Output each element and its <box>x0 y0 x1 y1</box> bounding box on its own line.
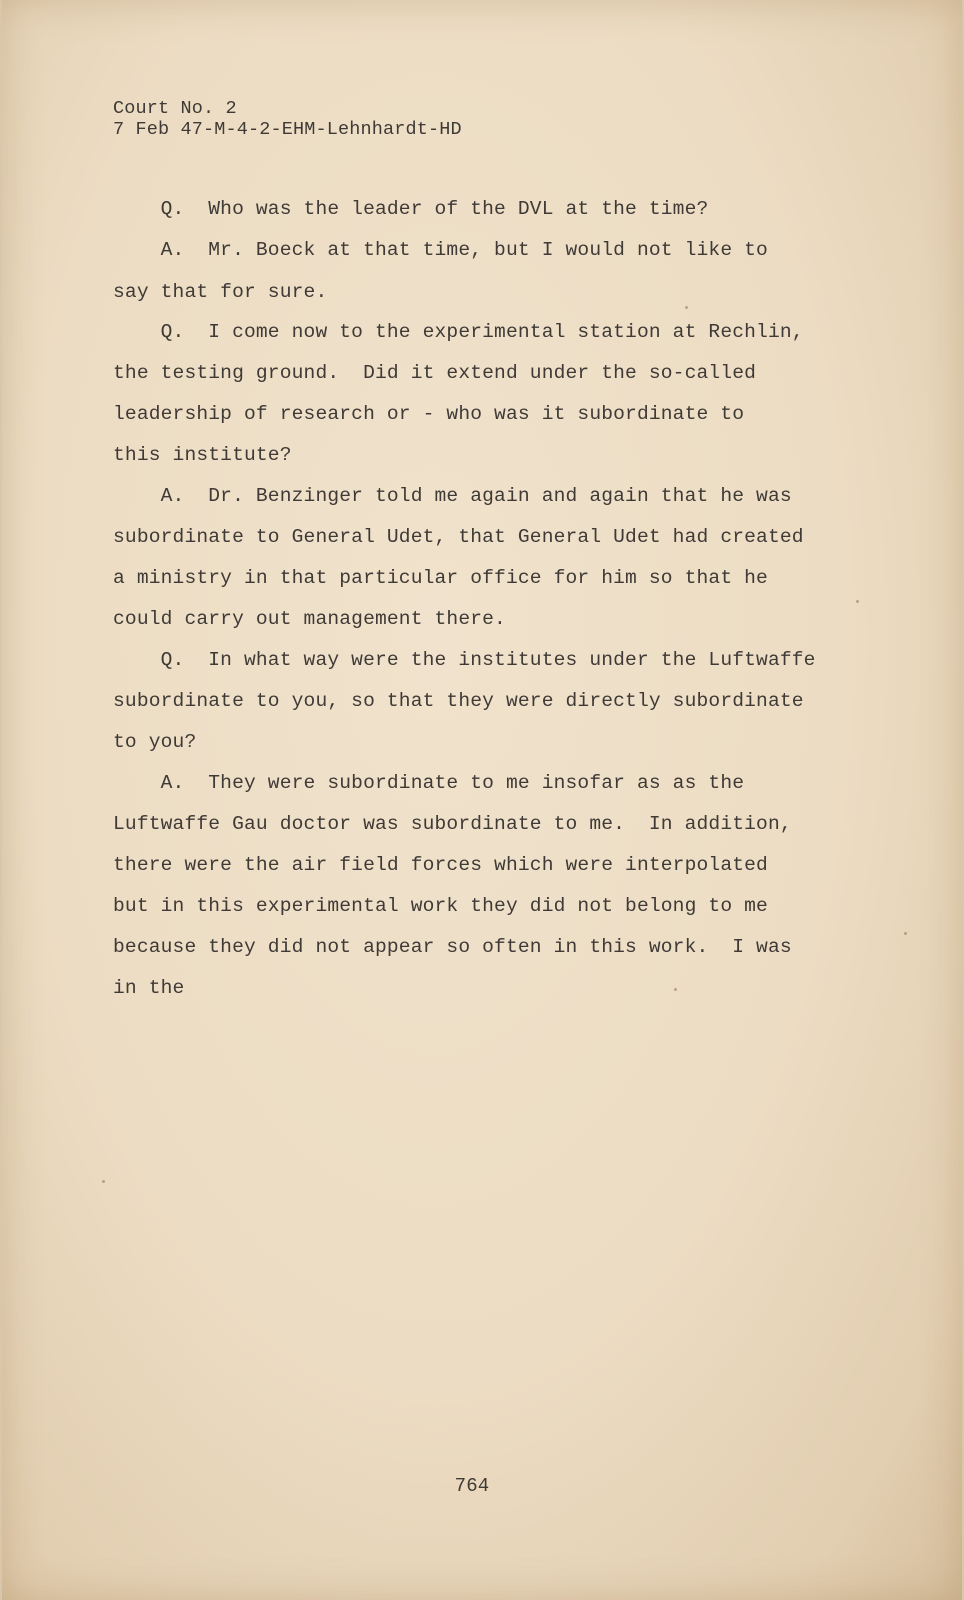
paper-speck <box>102 1180 105 1183</box>
transcript-line: Q. In what way were the institutes under the Luftwaffe <box>113 649 816 671</box>
transcript-line: A. Mr. Boeck at that time, but I would not like to <box>113 239 768 261</box>
transcript-line: say that for sure. <box>113 281 328 303</box>
court-number: Court No. 2 <box>113 98 237 119</box>
page-number: 764 <box>454 1475 490 1497</box>
transcript-line: A. Dr. Benzinger told me again and again that he was <box>113 485 792 507</box>
paper-speck <box>685 306 688 309</box>
transcript-line: could carry out management there. <box>113 608 506 630</box>
transcript-line: to you? <box>113 731 197 753</box>
transcript-line: Q. I come now to the experimental station at Rechlin, <box>113 321 804 343</box>
transcript-line: there were the air field forces which were interpolated <box>113 854 768 876</box>
transcript-line: A. They were subordinate to me insofar as as the <box>113 772 745 794</box>
transcript-line: Q. Who was the leader of the DVL at the time? <box>113 198 709 220</box>
transcript-line: subordinate to you, so that they were directly subordinate <box>113 690 804 712</box>
document-reference: 7 Feb 47-M-4-2-EHM-Lehnhardt-HD <box>113 119 462 140</box>
paper-speck <box>904 932 907 935</box>
paper-speck <box>674 988 677 991</box>
transcript-line: but in this experimental work they did not belong to me <box>113 895 768 917</box>
transcript-line: Luftwaffe Gau doctor was subordinate to me. In addition, <box>113 813 792 835</box>
document-page <box>2 0 962 1600</box>
transcript-line: in the <box>113 977 185 999</box>
transcript-line: leadership of research or - who was it subordinate to <box>113 403 745 425</box>
transcript-line: subordinate to General Udet, that General Udet had created <box>113 526 804 548</box>
transcript-line: a ministry in that particular office for him so that he <box>113 567 768 589</box>
transcript-line: this institute? <box>113 444 292 466</box>
paper-speck <box>856 600 859 603</box>
transcript-line: because they did not appear so often in this work. I was <box>113 936 792 958</box>
transcript-line: the testing ground. Did it extend under the so-called <box>113 362 757 384</box>
